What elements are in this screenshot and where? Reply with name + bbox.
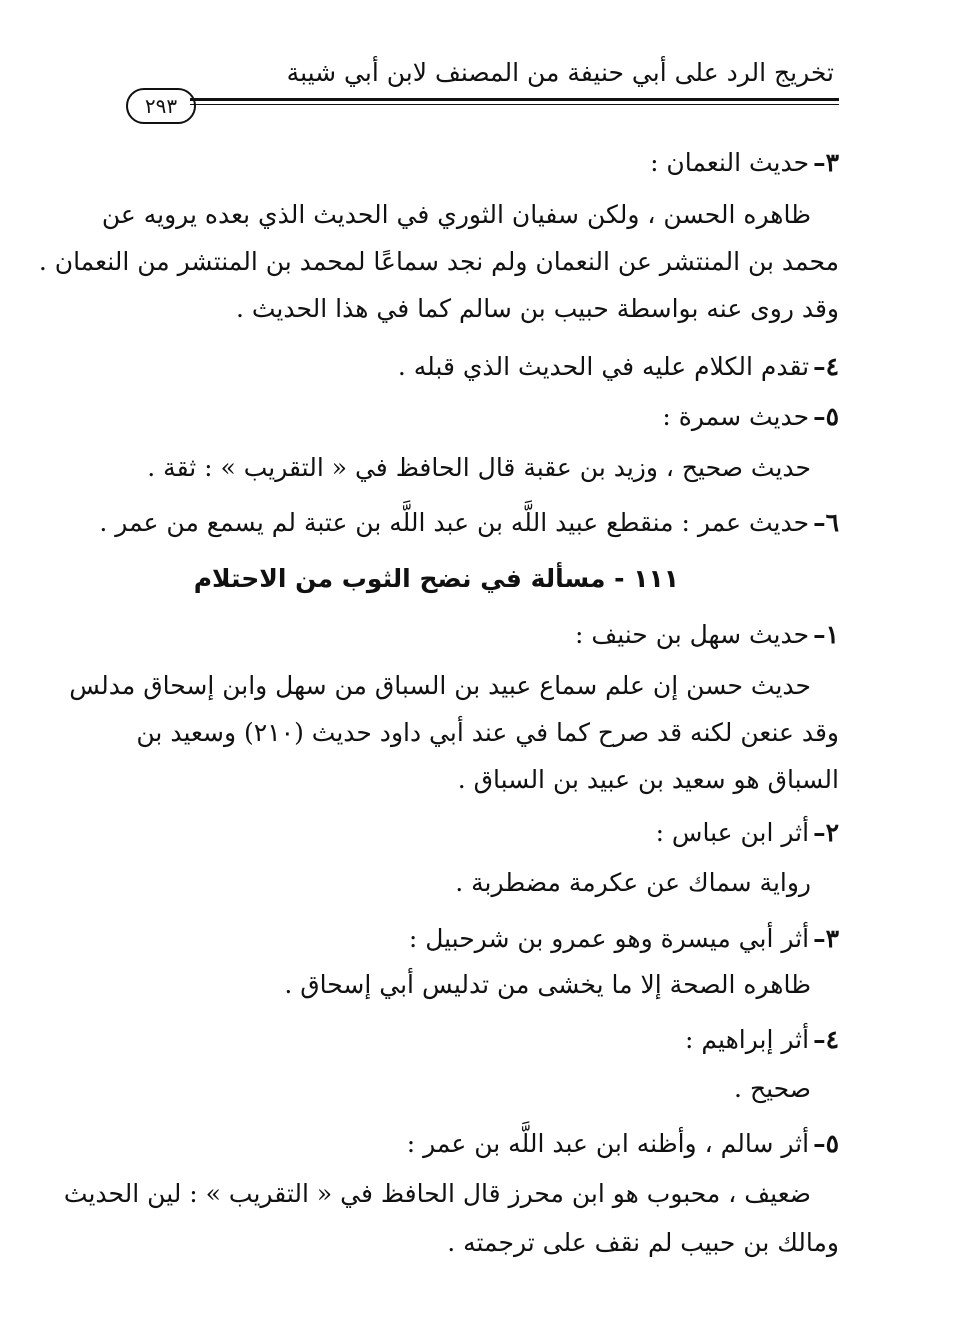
paragraph-line: وقد روى عنه بواسطة حبيب بن سالم كما في هذا الحديث .: [235, 294, 839, 323]
item-heading: ٦–حديث عمر : منقطع عبيد اللَّه بن عبد اللَّه بن عتبة لم يسمع من عمر .: [99, 508, 839, 537]
paragraph-line: رواية سماك عن عكرمة مضطربة .: [455, 868, 811, 897]
item-heading: ١–حديث سهل بن حنيف :: [574, 620, 839, 649]
header-rule-thin: [190, 104, 839, 105]
paragraph-line: محمد بن المنتشر عن النعمان ولم نجد سماعًا لمحمد بن المنتشر من النعمان .: [38, 247, 839, 276]
running-title: تخريج الرد على أبي حنيفة من المصنف لابن أبي شيبة: [286, 58, 834, 87]
paragraph-line: حديث صحيح ، وزيد بن عقبة قال الحافظ في « التقريب » : ثقة .: [147, 453, 811, 482]
section-title: ١١١ - مسألة في نضح الثوب من الاحتلام: [193, 564, 679, 593]
item-heading: ٤–أثر إبراهيم :: [685, 1025, 839, 1054]
paragraph-line: ظاهره الصحة إلا ما يخشى من تدليس أبي إسحاق .: [284, 970, 811, 999]
item-heading: ٥–أثر سالم ، وأظنه ابن عبد اللَّه بن عمر :: [406, 1129, 839, 1158]
item-heading: ٤–تقدم الكلام عليه في الحديث الذي قبله .: [397, 352, 839, 381]
item-heading: ٣–حديث النعمان :: [650, 148, 839, 177]
paragraph-line: ومالك بن حبيب لم نقف على ترجمته .: [447, 1228, 839, 1257]
item-heading: ٥–حديث سمرة :: [662, 402, 839, 431]
paragraph-line: وقد عنعن لكنه قد صرح كما في عند أبي داود حديث (٢١٠) وسعيد بن: [136, 718, 839, 747]
paragraph-line: حديث حسن إن علم سماع عبيد بن السباق من سهل وابن إسحاق مدلس: [69, 671, 811, 700]
paragraph-line: السباق هو سعيد بن عبيد بن السباق .: [457, 765, 839, 794]
item-heading: ٣–أثر أبي ميسرة وهو عمرو بن شرحبيل :: [408, 924, 839, 953]
paragraph-line: ظاهره الحسن ، ولكن سفيان الثوري في الحديث الذي بعده يرويه عن: [101, 200, 811, 229]
item-heading: ٢–أثر ابن عباس :: [655, 818, 839, 847]
paragraph-line: ضعيف ، محبوب هو ابن محرز قال الحافظ في « التقريب » : لين الحديث: [63, 1179, 811, 1208]
paragraph-line: صحيح .: [734, 1074, 811, 1103]
header-rule-thick: [190, 98, 839, 101]
page-number: ٢٩٣: [126, 88, 196, 124]
